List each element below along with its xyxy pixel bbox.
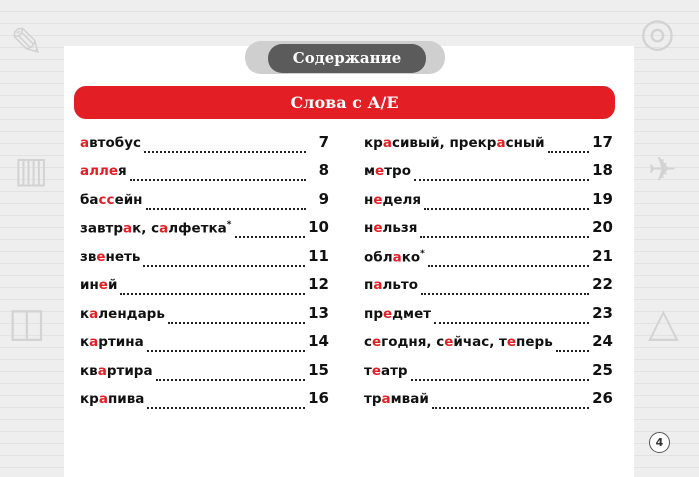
toc-entry-word: завтрак, салфетка* [80, 219, 232, 236]
toc-entry[interactable] [364, 389, 613, 417]
toc-entry[interactable] [80, 304, 329, 332]
toc-entry-word: картина [80, 334, 144, 350]
dot-leader [424, 207, 589, 210]
toc-entry-page: 17 [592, 133, 613, 151]
toc-entry-word: иней [80, 277, 118, 293]
toc-entry[interactable] [80, 218, 329, 246]
toc-entry-word: трамвай [364, 391, 429, 407]
toc-entry-word: пальто [364, 277, 418, 293]
toc-entry-page: 18 [592, 161, 613, 179]
toc-entry-word: сегодня, сейчас, теперь [364, 334, 553, 350]
dot-leader [147, 406, 305, 409]
toc-entry-word: квартира [80, 363, 153, 379]
dot-leader [548, 150, 590, 153]
toc-entry[interactable] [80, 247, 329, 275]
dot-leader [432, 406, 589, 409]
toc-entry-word: нельзя [364, 220, 418, 236]
toc-entry-word: неделя [364, 192, 422, 208]
toc-entry[interactable] [80, 275, 329, 303]
dot-leader [421, 292, 589, 295]
toc-entry-page: 9 [318, 190, 329, 208]
toc-entry-page: 24 [592, 332, 613, 350]
toc-entry-word: красивый, прекрасный [364, 135, 545, 151]
background-pencil-icon: ✎ [10, 20, 44, 66]
toc-entry-page: 15 [308, 361, 329, 379]
toc-entry-word: предмет [364, 306, 432, 322]
background-plane-icon: ✈ [648, 150, 677, 190]
page-number-badge: 4 [649, 432, 670, 453]
toc-entry-word: бассейн [80, 192, 143, 208]
toc-entry-page: 7 [318, 133, 329, 151]
toc-entry[interactable] [364, 304, 613, 332]
toc-entry-page: 26 [592, 389, 613, 407]
dot-leader [120, 292, 305, 295]
toc-entry[interactable] [80, 161, 329, 189]
dot-leader [156, 378, 306, 381]
background-triangle-icon: △ [648, 300, 679, 346]
dot-leader [144, 150, 306, 153]
toc-entry-word: крапива [80, 391, 145, 407]
toc-entry-word: автобус [80, 135, 141, 151]
toc-entry-page: 23 [592, 304, 613, 322]
toc-entry-page: 22 [592, 275, 613, 293]
dot-leader [434, 321, 589, 324]
toc-entry[interactable] [364, 218, 613, 246]
toc-entry[interactable] [364, 133, 613, 161]
toc-entry[interactable] [364, 161, 613, 189]
toc-entry-page: 10 [308, 218, 329, 236]
toc-entry-page: 8 [318, 161, 329, 179]
toc-entry-word: театр [364, 363, 408, 379]
section-title-banner: Слова с А/Е [74, 86, 615, 119]
dot-leader [235, 235, 306, 238]
toc-entry-word: метро [364, 163, 411, 179]
toc-entry[interactable] [364, 190, 613, 218]
toc-entry[interactable] [364, 247, 613, 275]
background-ruler-icon: ◫ [8, 300, 46, 346]
toc-entry[interactable] [80, 361, 329, 389]
dot-leader [130, 178, 306, 181]
dot-leader [556, 349, 589, 352]
toc-entry-page: 19 [592, 190, 613, 208]
toc-entry-page: 20 [592, 218, 613, 236]
toc-entry[interactable] [364, 361, 613, 389]
toc-entry[interactable] [364, 332, 613, 360]
toc-entry[interactable] [80, 389, 329, 417]
toc-entry-page: 16 [308, 389, 329, 407]
dot-leader [147, 349, 305, 352]
toc-entry[interactable] [80, 133, 329, 161]
dot-leader [411, 378, 590, 381]
toc-entry-page: 13 [308, 304, 329, 322]
toc-entry-page: 12 [308, 275, 329, 293]
toc-entry[interactable] [80, 332, 329, 360]
background-book-icon: ▥ [14, 150, 49, 191]
dot-leader [143, 264, 305, 267]
contents-title: Содержание [268, 44, 426, 73]
dot-leader [414, 178, 589, 181]
dot-leader [168, 321, 305, 324]
toc-entry-word: облако* [364, 248, 425, 265]
dot-leader [420, 235, 589, 238]
toc-entry[interactable] [364, 275, 613, 303]
toc-entry[interactable] [80, 190, 329, 218]
toc-entry-word: календарь [80, 306, 165, 322]
toc-entry-word: звенеть [80, 249, 141, 265]
toc-entry-word: аллея [80, 163, 127, 179]
toc-entry-page: 14 [308, 332, 329, 350]
dot-leader [428, 264, 589, 267]
dot-leader [146, 207, 306, 210]
toc-entry-page: 21 [592, 247, 613, 265]
toc-entry-page: 25 [592, 361, 613, 379]
toc-entry-page: 11 [308, 247, 329, 265]
background-globe-icon: ◎ [640, 10, 675, 56]
